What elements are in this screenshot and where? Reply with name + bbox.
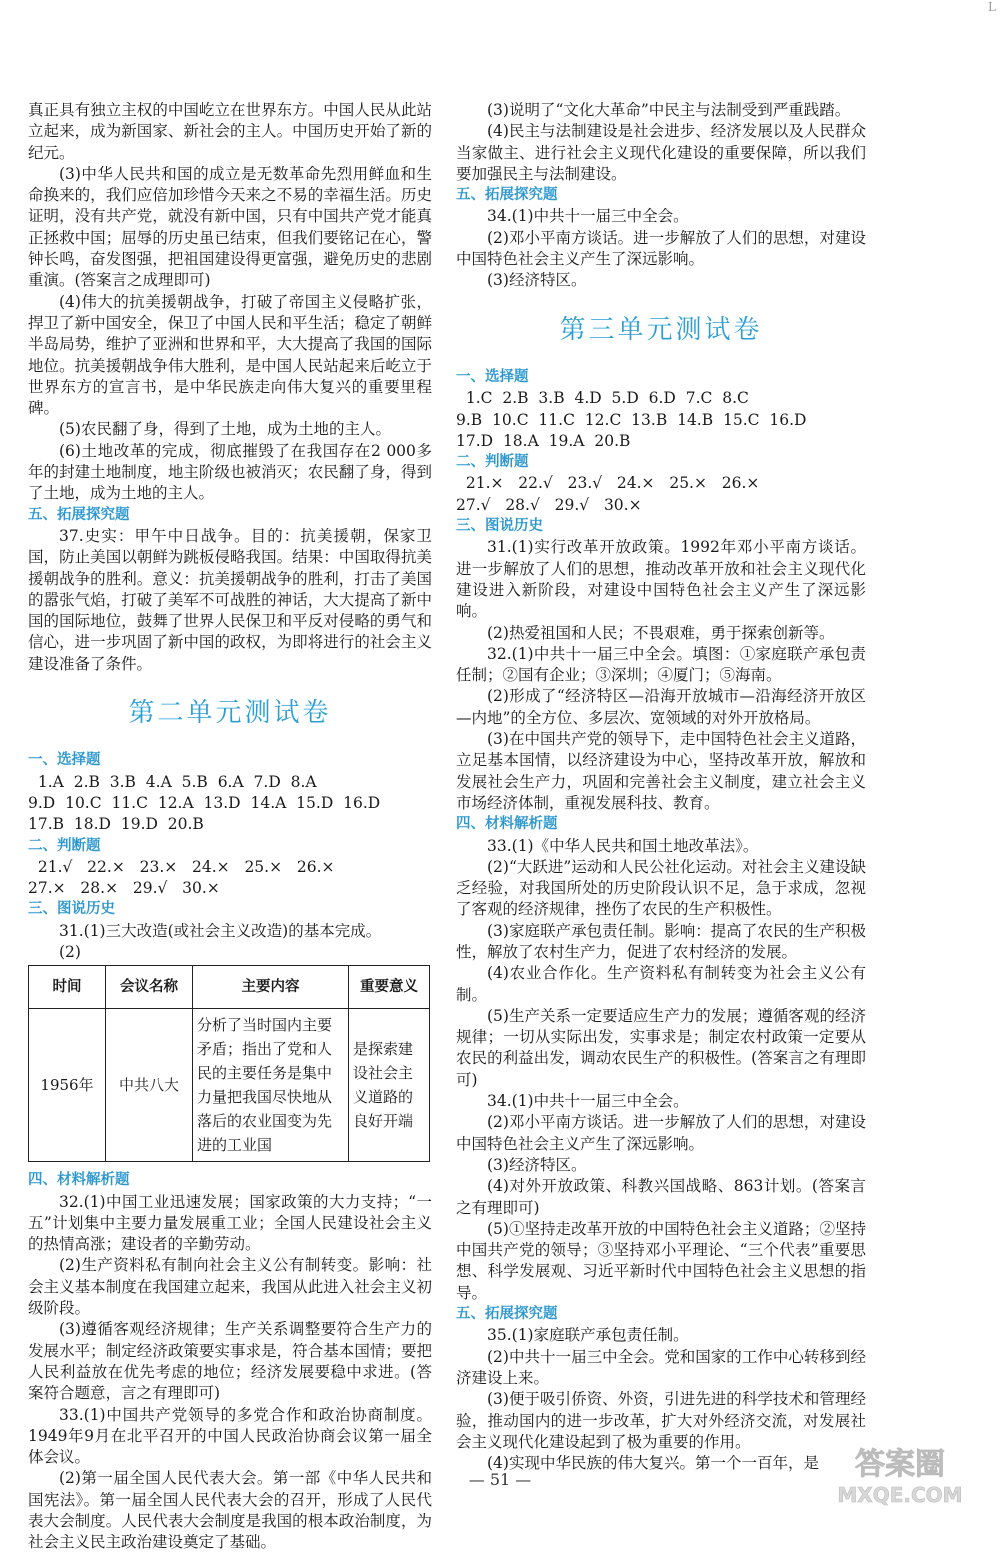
paragraph: 32.(1)中国工业迅速发展；国家政策的大力支持；“一五”计划集中主要力量发展重工业；全国人民建设社会主义的热情高涨；建设者的辛勤劳动。: [28, 1192, 432, 1254]
paragraph: (2)生产资料私有制向社会主义公有制转变。影响：社会主义基本制度在我国建立起来，我国从此进入社会主义初级阶段。: [28, 1256, 432, 1318]
table-header: 时间: [29, 966, 106, 1009]
paragraph: (3)经济特区。: [487, 271, 587, 290]
section-heading: 一、选择题: [28, 752, 101, 769]
answer-row: 27.√ 28.√ 29.√ 30.×: [456, 495, 642, 514]
paragraph: 真正具有独立主权的中国屹立在世界东方。中国人民从此站立起来，成为新国家、新社会的主人。中国历史开始了新的纪元。: [28, 101, 432, 162]
paragraph: 33.(1)《中华人民共和国土地改革法》。: [487, 836, 759, 855]
paragraph: (4)实现中华民族的伟大复兴。第一个一百年，是: [487, 1454, 819, 1473]
right-column: [456, 100, 866, 1474]
paragraph: 31.(1)实行改革开放政策。1992年邓小平南方谈话。进一步解放了人们的思想，推动改革开放和社会主义现代化建设进入新阶段，对建设中国特色社会主义产生了深远影响。: [456, 538, 866, 621]
paragraph: 34.(1)中共十一届三中全会。: [487, 1092, 689, 1111]
answer-row: 17.B 18.D 19.D 20.B: [28, 815, 204, 834]
paragraph: (6)土地改革的完成，彻底摧毁了在我国存在2 000多年的封建土地制度，地主阶级也被消灭；农民翻了身，得到了土地，成为土地的主人。: [28, 441, 432, 503]
section-heading: 五、拓展探究题: [456, 187, 558, 204]
svg-text:答案圈: 答案圈: [855, 1447, 945, 1482]
answer-row: 21.√ 22.× 23.× 24.× 25.× 26.×: [37, 857, 335, 876]
meeting-table: [28, 965, 430, 1162]
page-number: — 51 —: [468, 1470, 532, 1489]
unit-title: 第二单元测试卷: [128, 698, 332, 729]
paragraph: (2): [59, 942, 81, 961]
paragraph: (3)说明了“文化大革命”中民主与法制受到严重践踏。: [487, 101, 851, 119]
paragraph: (2)中共十一届三中全会。党和国家的工作中心转移到经济建设上来。: [456, 1347, 866, 1387]
svg-text:MXQE.COM: MXQE.COM: [837, 1483, 963, 1507]
section-heading: 五、拓展探究题: [456, 1306, 558, 1323]
section-heading: 三、图说历史: [28, 901, 115, 918]
paragraph: (2)第一届全国人民代表大会。第一部《中华人民共和国宪法》。第一届全国人民代表大会的召开，形成了人民代表大会制度。人民代表大会制度是我国的根本政治制度，为社会主义民主政治建设奠定了基础。: [28, 1469, 432, 1552]
section-heading: 四、材料解析题: [456, 816, 558, 833]
paragraph: (5)农民翻了身，得到了土地，成为土地的主人。: [59, 420, 391, 439]
section-heading: 三、图说历史: [456, 518, 543, 535]
table-header: 主要内容: [193, 966, 349, 1009]
paragraph: (2)“大跃进”运动和人民公社化运动。对社会主义建设缺乏经验，对我国所处的历史阶段认识不足，急于求成，忽视了客观的经济规律，挫伤了农民的生产积极性。: [456, 857, 866, 919]
paragraph: (3)中华人民共和国的成立是无数革命先烈用鲜血和生命换来的，我们应倍加珍惜今天来之不易的幸福生活。历史证明，没有共产党，就没有新中国，只有中国共产党才能真正拯救中国；屈辱的历史虽已结束，但我们要铭记在心，警钟长鸣，奋发图强，把祖国建设得更富强，避免历史的悲剧重演。(答案言之成理即可): [28, 164, 432, 290]
corner-mark: L: [988, 0, 996, 14]
paragraph: (2)热爱祖国和人民；不畏艰难，勇于探索创新等。: [487, 623, 835, 642]
paragraph: (4)伟大的抗美援朝战争，打破了帝国主义侵略扩张，捍卫了新中国安全，保卫了中国人民和平生活；稳定了朝鲜半岛局势，维护了亚洲和世界和平，大大提高了我国的国际地位。抗美援朝战争伟大胜利，是中国人民站起来后屹立于世界东方的宣言书，是中华民族走向伟大复兴的重要里程碑。: [28, 292, 432, 418]
paragraph: (3)便于吸引侨资、外资，引进先进的科学技术和管理经验，推动国内的进一步改革，扩大对外经济交流，对发展社会主义现代化建设起到了极为重要的作用。: [456, 1390, 866, 1451]
paragraph: (5)①坚持走改革开放的中国特色社会主义道路；②坚持中国共产党的领导；③坚持邓小平理论、“三个代表”重要思想、科学发展观、习近平新时代中国特色社会主义思想的指导。: [456, 1219, 866, 1302]
paragraph: (2)邓小平南方谈话。进一步解放了人们的思想，对建设中国特色社会主义产生了深远影响。: [456, 228, 866, 269]
table-cell: 中共八大: [106, 1009, 193, 1162]
section-heading: 二、判断题: [456, 454, 529, 471]
table-header: 重要意义: [349, 966, 430, 1009]
answer-row: 17.D 18.A 19.A 20.B: [456, 431, 631, 450]
paragraph: (4)对外开放政策、科教兴国战略、863计划。(答案言之有理即可): [456, 1177, 866, 1217]
answer-row: 1.A 2.B 3.B 4.A 5.B 6.A 7.D 8.A: [37, 772, 317, 791]
unit-title: 第三单元测试卷: [559, 314, 763, 345]
table-cell: 分析了当时国内主要矛盾；指出了党和人民的主要任务是集中力量把我国尽快地从落后的农业国变为先进的工业国: [193, 1009, 349, 1162]
table-row: [29, 1009, 430, 1162]
table-cell: 是探索建设社会主义道路的良好开端: [349, 1009, 430, 1162]
paragraph: 34.(1)中共十一届三中全会。: [487, 207, 689, 226]
section-heading: 一、选择题: [456, 368, 529, 385]
paragraph: (3)经济特区。: [487, 1155, 587, 1174]
paragraph: (4)民主与法制建设是社会进步、经济发展以及人民群众当家做主、进行社会主义现代化建设的重要保障，所以我们要加强民主与法制建设。: [456, 122, 866, 183]
paragraph: (3)在中国共产党的领导下，走中国特色社会主义道路，立足基本国情，以经济建设为中心，坚持改革开放，解放和发展社会生产力，巩固和完善社会主义制度，建立社会主义市场经济体制，重视发展科技、教育。: [456, 730, 866, 812]
table-cell: 1956年: [29, 1009, 106, 1162]
paragraph: (3)遵循客观经济规律；生产关系调整要符合生产力的发展水平；制定经济政策要实事求是，符合基本国情；要把人民利益放在优先考虑的地位；经济发展要稳中求进。(答案符合题意，言之有理即可): [28, 1320, 432, 1403]
paragraph: 32.(1)中共十一届三中全会。填图：①家庭联产承包责任制；②国有企业；③深圳；④厦门；⑤海南。: [456, 644, 866, 685]
answer-row: 9.D 10.C 11.C 12.A 13.D 14.A 15.D 16.D: [28, 793, 381, 812]
paragraph: (2)邓小平南方谈话。进一步解放了人们的思想，对建设中国特色社会主义产生了深远影响。: [456, 1113, 866, 1153]
answer-row: 27.× 28.× 29.√ 30.×: [28, 879, 220, 898]
section-heading: 二、判断题: [28, 837, 101, 854]
paragraph: 31.(1)三大改造(或社会主义改造)的基本完成。: [59, 921, 382, 940]
answer-row: 1.C 2.B 3.B 4.D 5.D 6.D 7.C 8.C: [465, 389, 749, 408]
answer-row: 21.× 22.√ 23.√ 24.× 25.× 26.×: [465, 474, 760, 493]
paragraph: 35.(1)家庭联产承包责任制。: [487, 1326, 689, 1345]
left-column: [28, 100, 432, 1554]
section-heading: 五、拓展探究题: [28, 506, 130, 523]
paragraph: (5)生产关系一定要适应生产力的发展；遵循客观的经济规律；一切从实际出发，实事求是；制定农村政策一定要从农民的利益出发，调动农民生产的积极性。(答案言之有理即可): [456, 1006, 866, 1089]
paragraph: (3)家庭联产承包责任制。影响：提高了农民的生产积极性，解放了农村生产力，促进了农村经济的发展。: [456, 921, 866, 961]
paragraph: 33.(1)中国共产党领导的多党合作和政治协商制度。1949年9月在北平召开的中国人民政治协商会议第一届全体会议。: [28, 1405, 432, 1467]
answer-row: 9.B 10.C 11.C 12.C 13.B 14.B 15.C 16.D: [456, 410, 807, 429]
section-heading: 四、材料解析题: [28, 1172, 130, 1189]
paragraph: 37.史实：甲午中日战争。目的：抗美援朝，保家卫国，防止美国以朝鲜为跳板侵略我国。结果：中国取得抗美援朝战争的胜利。意义：抗美援朝战争的胜利，打击了美国的嚣张气焰，打破了美军不可战胜的神话，大大提高了新中国的国际地位，鼓舞了世界人民保卫和平反对侵略的勇气和信心，进一步巩固了新中国的政权，为即将进行的社会主义建设准备了条件。: [28, 526, 432, 673]
watermark-logo: [810, 1440, 990, 1510]
table-header: 会议名称: [106, 966, 193, 1009]
paragraph: (2)形成了“经济特区—沿海开放城市—沿海经济开放区—内地”的全方位、多层次、宽领域的对外开放格局。: [456, 687, 866, 727]
paragraph: (4)农业合作化。生产资料私有制转变为社会主义公有制。: [456, 964, 866, 1004]
